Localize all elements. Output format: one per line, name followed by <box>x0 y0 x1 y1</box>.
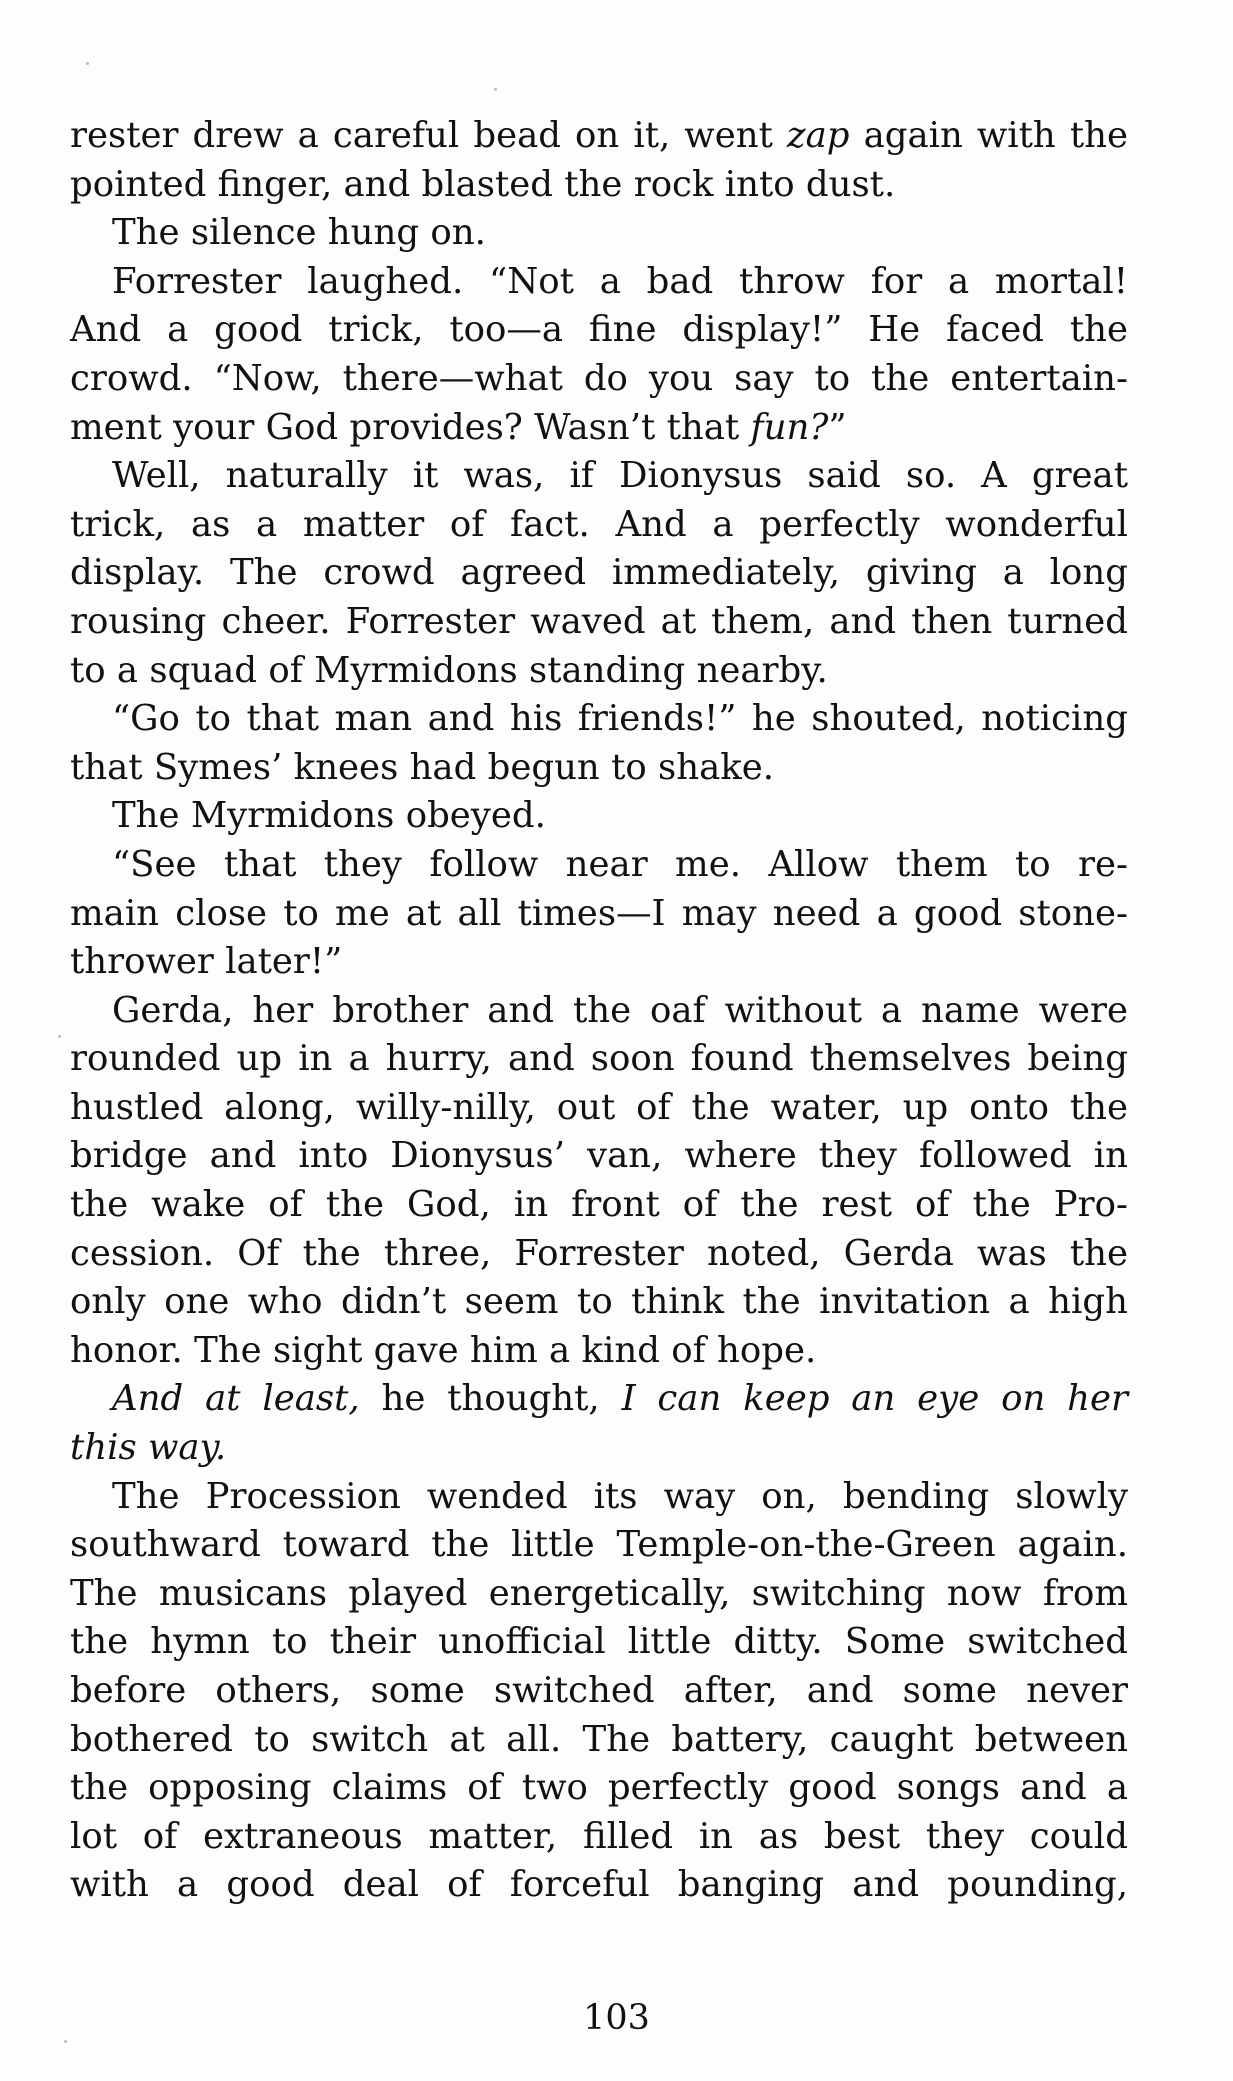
text-line: Well, naturally it was, if Dionysus said so. A great <box>112 455 1128 497</box>
paper-speck <box>494 88 497 91</box>
text-line: The Procession wended its way on, bending slowly <box>112 1475 1128 1517</box>
text-line: bothered to switch at all. The battery, caught between <box>70 1718 1128 1760</box>
text-line: lot of extraneous matter, filled in as best they could <box>70 1815 1128 1857</box>
text-line: rousing cheer. Forrester waved at them, and then turned <box>70 600 1128 642</box>
paper-speck <box>64 2040 67 2043</box>
text-line: with a good deal of forceful banging and pounding, <box>70 1864 1128 1906</box>
text-line: Forrester laughed. “Not a bad throw for a mortal! <box>112 260 1128 302</box>
text-line: And at least, he thought, I can keep an eye on her <box>112 1378 1128 1420</box>
text-line: hustled along, willy-nilly, out of the water, up onto the <box>70 1086 1128 1128</box>
italic-text: zap <box>786 115 850 156</box>
text-line: The musicans played energetically, switching now from <box>70 1572 1128 1614</box>
text-line: honor. The sight gave him a kind of hope. <box>70 1329 817 1371</box>
text-line: the wake of the God, in front of the rest of the Pro- <box>70 1184 1128 1226</box>
text-line <box>70 1424 1128 1473</box>
text-line: The Myrmidons obeyed. <box>112 795 546 837</box>
italic-text: And at least, <box>112 1378 360 1420</box>
text-line: bridge and into Dionysus’ van, where they followed in <box>70 1135 1128 1177</box>
text-line: “See that they follow near me. Allow them to re- <box>112 843 1128 885</box>
italic-text: fun? <box>750 406 829 448</box>
text-line: main close to me at all times—I may need a good stone- <box>70 892 1128 934</box>
text-line: only one who didn’t seem to think the invitation a high <box>70 1281 1128 1323</box>
italic-text: this way. <box>70 1427 227 1469</box>
text-line: the opposing claims of two perfectly good songs and a <box>70 1767 1128 1809</box>
text-line: ment your God provides? Wasn’t that fun?” <box>70 406 847 448</box>
body-text <box>70 112 1128 1910</box>
page-number: 103 <box>583 1998 650 2038</box>
text-line: rester drew a careful bead on it, went zap again with the <box>70 115 1128 156</box>
text-line: crowd. “Now, there—what do you say to the entertain- <box>70 357 1128 399</box>
text-line: to a squad of Myrmidons standing nearby. <box>70 649 828 691</box>
text-line: that Symes’ knees had begun to shake. <box>70 746 775 788</box>
text-line: thrower later!” <box>70 941 343 983</box>
text-line: pointed finger, and blasted the rock into dust. <box>70 163 896 205</box>
text-line: before others, some switched after, and some never <box>70 1670 1128 1711</box>
text-line: rounded up in a hurry, and soon found themselves being <box>70 1038 1128 1080</box>
text-line: the hymn to their unofficial little ditty. Some switched <box>70 1621 1128 1663</box>
text-line: cession. Of the three, Forrester noted, Gerda was the <box>70 1232 1128 1274</box>
text-line: trick, as a matter of fact. And a perfectly wonderful <box>70 503 1128 545</box>
paper-speck <box>58 1035 61 1038</box>
text-line: And a good trick, too—a fine display!” He faced the <box>70 309 1128 351</box>
text-line: Gerda, her brother and the oaf without a name were <box>112 989 1128 1031</box>
text-line: southward toward the little Temple-on-the-Green again. <box>70 1524 1128 1566</box>
paper-speck <box>86 62 89 65</box>
text-line: display. The crowd agreed immediately, giving a long <box>70 552 1128 594</box>
text-line: “Go to that man and his friends!” he shouted, noticing <box>112 698 1128 740</box>
italic-text: I can keep an eye on her <box>621 1378 1128 1420</box>
text-line: The silence hung on. <box>112 212 486 254</box>
